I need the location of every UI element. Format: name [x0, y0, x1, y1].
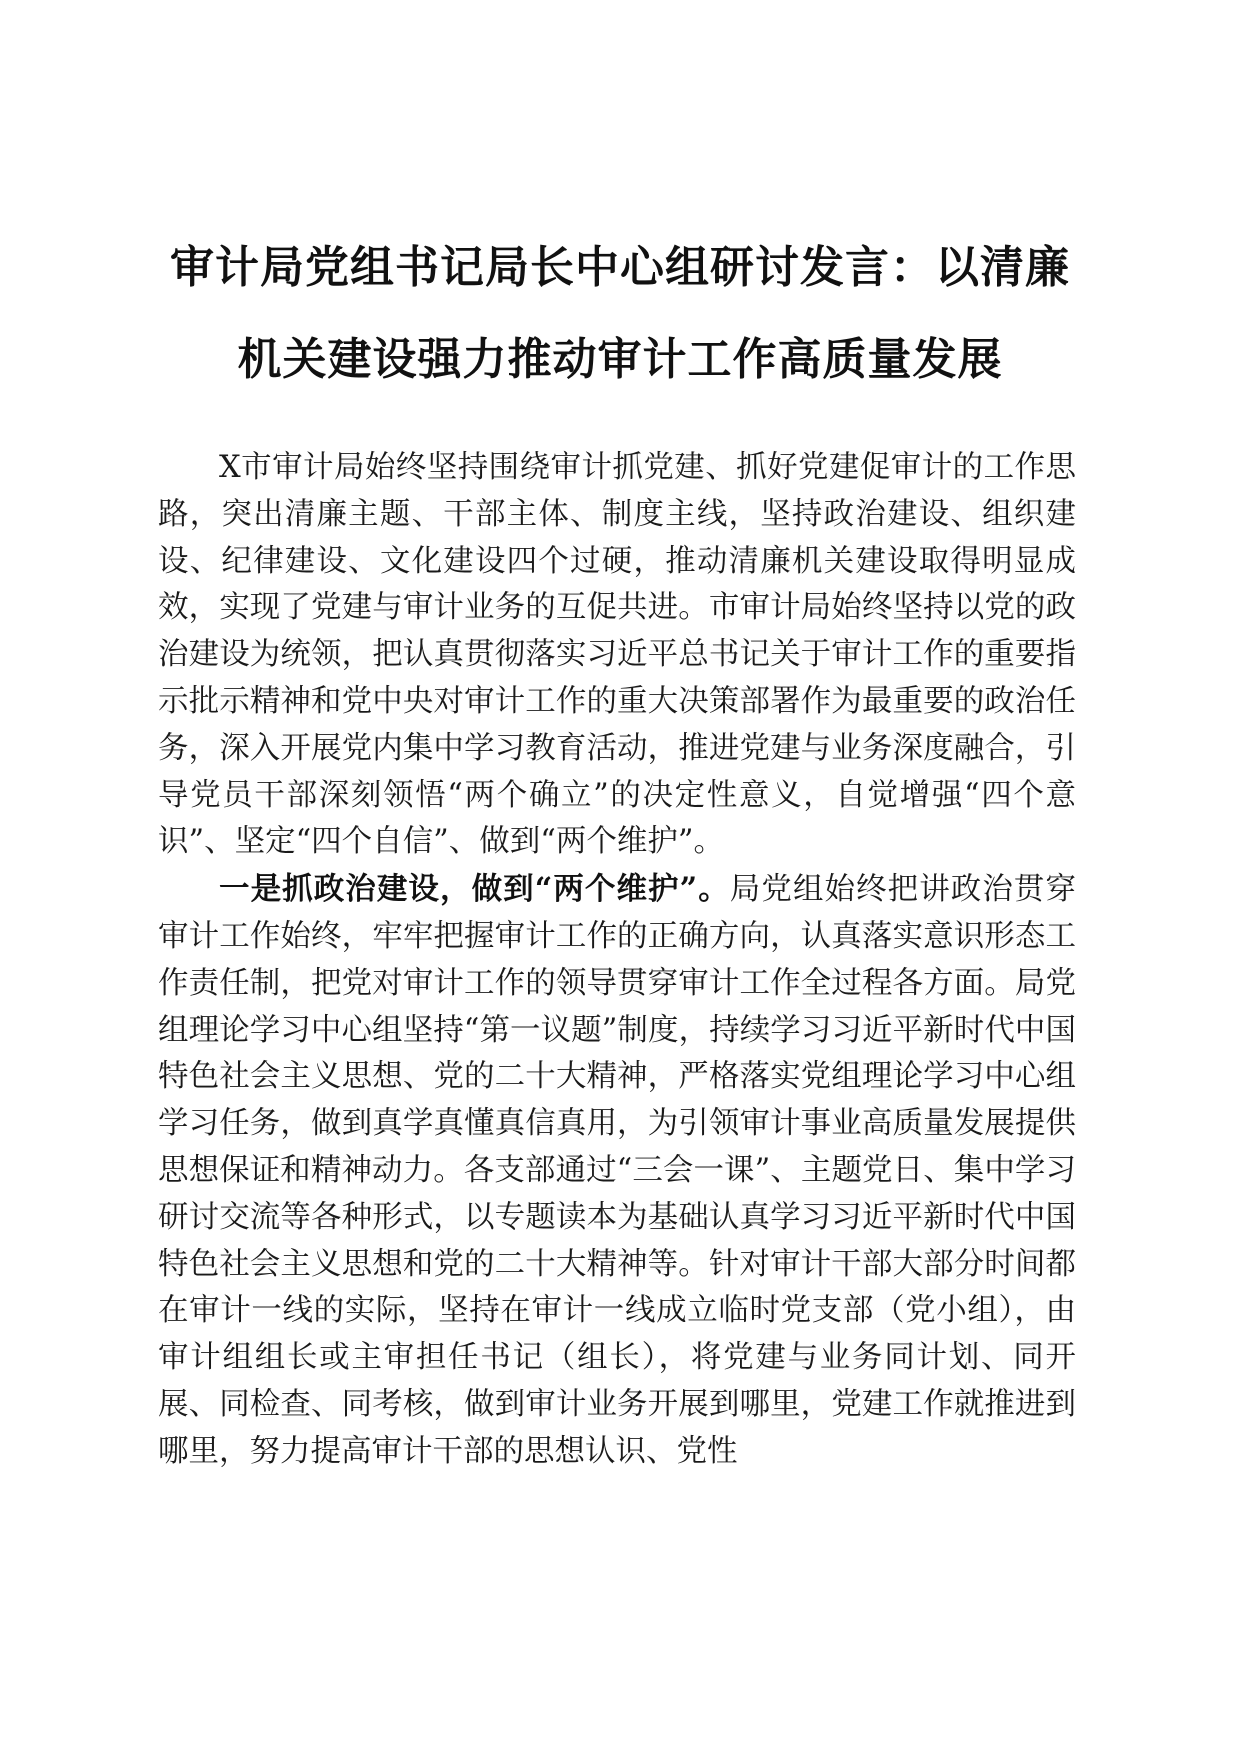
paragraph-intro: X市审计局始终坚持围绕审计抓党建、抓好党建促审计的工作思路，突出清廉主题、干部主体、制度主线，坚持政治建设、组织建设、纪律建设、文化建设四个过硬，推动清廉机关建设取得明显成效，实现了党建与审计业务的互促共进。市审计局始终坚持以党的政治建设为统领，把认真贯彻落实习近平总书记关于审计工作的重要指示批示精神和党中央对审计工作的重大决策部署作为最重要的政治任务，深入开展党内集中学习教育活动，推进党建与业务深度融合，引导党员干部深刻领悟“两个确立”的决定性意义，自觉增强“四个意识”、坚定“四个自信”、做到“两个维护”。	[158, 450, 1076, 860]
document-title-line-1: 审计局党组书记局长中心组研讨发言：以清廉	[170, 242, 1070, 293]
document-title	[150, 222, 1090, 406]
paragraph-lead-heading: 一是抓政治建设，做到“两个维护”。	[219, 871, 730, 908]
paragraph-political-building	[158, 866, 1076, 1475]
paragraph-body-text: 局党组始终把讲政治贯穿审计工作始终，牢牢把握审计工作的正确方向，认真落实意识形态工作责任制，把党对审计工作的领导贯穿审计工作全过程各方面。局党组理论学习中心组坚持“第一议题”制度，持续学习习近平新时代中国特色社会主义思想、党的二十大精神，严格落实党组理论学习中心组学习任务，做到真学真懂真信真用，为引领审计事业高质量发展提供思想保证和精神动力。各支部通过“三会一课”、主题党日、集中学习研讨交流等各种形式，以专题读本为基础认真学习习近平新时代中国特色社会主义思想和党的二十大精神等。针对审计干部大部分时间都在审计一线的实际，坚持在审计一线成立临时党支部（党小组），由审计组组长或主审担任书记（组长），将党建与业务同计划、同开展、同检查、同考核，做到审计业务开展到哪里，党建工作就推进到哪里，努力提高审计干部的思想认识、党性	[158, 872, 1077, 1469]
document-body	[158, 445, 1076, 1476]
document-title-line-2: 机关建设强力推动审计工作高质量发展	[237, 334, 1003, 385]
